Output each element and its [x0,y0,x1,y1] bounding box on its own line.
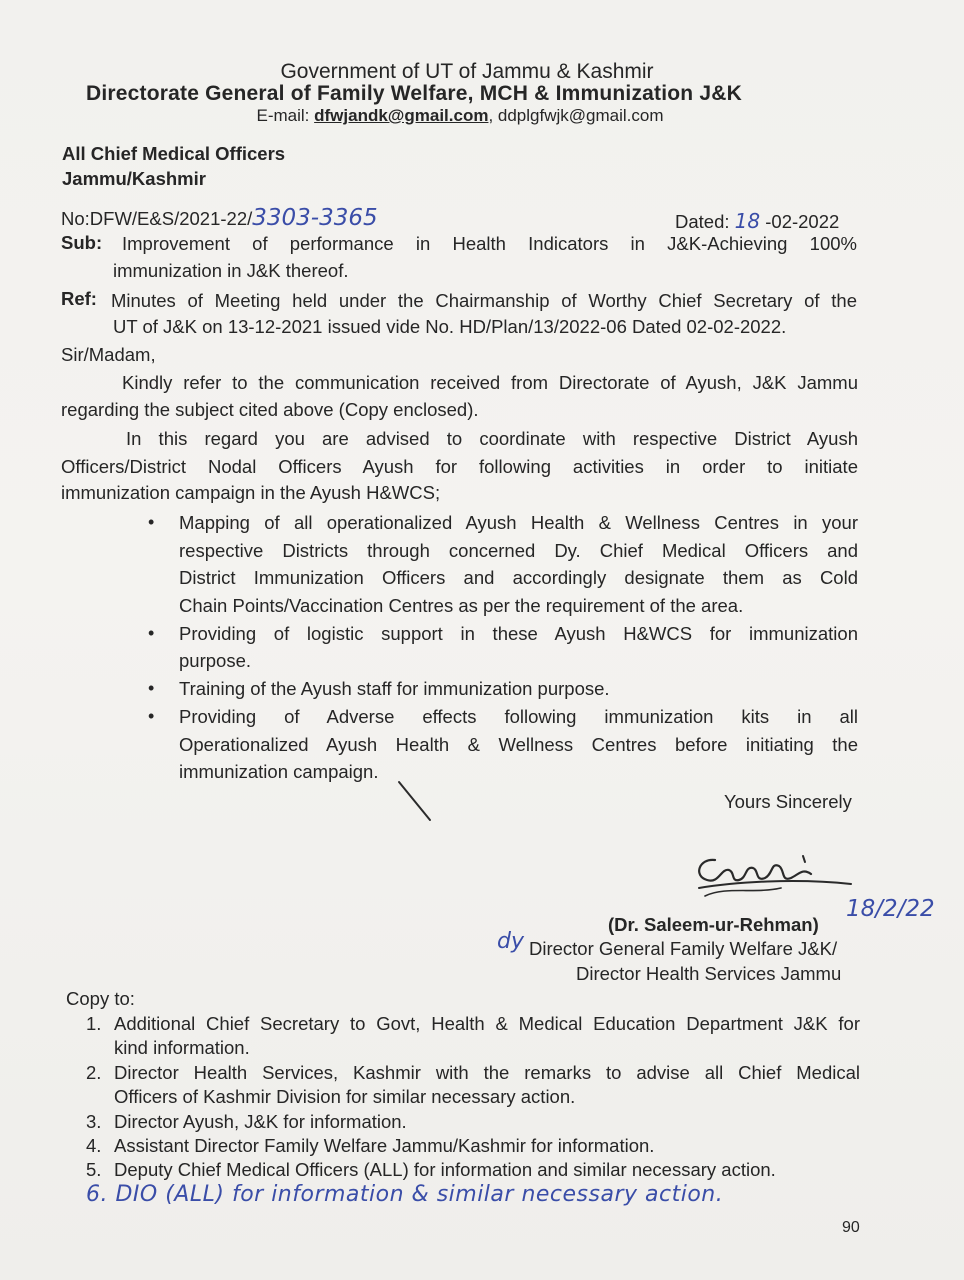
signatory-name: (Dr. Saleem-ur-Rehman) [608,914,819,935]
dated-label: Dated: [675,211,735,232]
subject-label: Sub: [61,232,103,253]
subject-line-1: Improvement of performance in Health Indicators in J&K-Achieving 100% [122,233,857,254]
bullet-dot: • [148,678,155,698]
recipient-line-1: All Chief Medical Officers [62,143,286,164]
copy-item-number: 2. [86,1062,102,1083]
signature-image [685,848,865,908]
recipient-line-2: Jammu/Kashmir [62,168,206,189]
copy-item-2-line-1: Director Health Services, Kashmir with the remarks to advise all Chief Medical [114,1062,860,1083]
government-heading: Government of UT of Jammu & Kashmir [280,60,654,83]
paragraph-2-line-2: Officers/District Nodal Officers Ayush for following activities in order to initiate [61,456,858,477]
email-line [0,106,920,126]
paragraph-2-line-3: immunization campaign in the Ayush H&WCS; [61,482,441,503]
copy-item-2-line-2: Officers of Kashmir Division for similar necessary action. [114,1086,576,1107]
copy-item-6-handwritten: 6. DIO (ALL) for information & similar necessary action. [86,1182,724,1207]
page-number: 90 [842,1219,860,1236]
salutation: Sir/Madam, [61,344,156,365]
dated-printed: -02-2022 [760,211,840,232]
bullet-4-line-1: Providing of Adverse effects following immunization kits in all [179,706,858,727]
copy-item-number: 3. [86,1111,102,1132]
copy-item-number: 5. [86,1159,102,1180]
dated-line [675,209,839,233]
copy-item-5-line-1: Deputy Chief Medical Officers (ALL) for information and similar necessary action. [114,1159,776,1180]
pen-stroke-mark [395,778,440,826]
copy-item-number: 1. [86,1013,102,1034]
signature-handwritten-date: 18/2/22 [846,896,935,922]
bullet-2-line-2: purpose. [179,650,251,671]
bullet-1-line-4: Chain Points/Vaccination Centres as per the requirement of the area. [179,595,744,616]
copy-item-number: 4. [86,1135,102,1156]
bullet-1-line-3: District Immunization Officers and accordingly designate them as Cold [179,567,858,588]
dated-handwritten-day: 18 [734,209,761,233]
ref-line-2: UT of J&K on 13-12-2021 issued vide No. HD/Plan/13/2022-06 Dated 02-02-2022. [113,316,787,337]
bullet-1-line-2: respective Districts through concerned Dy. Chief Medical Officers and [179,540,858,561]
copy-item-4-line-1: Assistant Director Family Welfare Jammu/Kashmir for information. [114,1135,655,1156]
email-secondary: , ddplgfwjk@gmail.com [488,106,664,125]
email-primary-link[interactable]: dfwjandk@gmail.com [314,106,489,125]
closing-yours-sincerely: Yours Sincerely [724,791,852,812]
paragraph-1-line-2: regarding the subject cited above (Copy enclosed). [61,399,479,420]
signature-handwritten-prefix: dy [497,929,524,954]
ref-label: Ref: [61,288,97,309]
reference-number [61,205,378,231]
copy-to-label: Copy to: [66,988,135,1009]
bullet-4-line-2: Operationalized Ayush Health & Wellness Centres before initiating the [179,734,858,755]
email-prefix: E-mail: [256,106,315,125]
ref-line-1: Minutes of Meeting held under the Chairmanship of Worthy Chief Secretary of the [111,290,857,311]
bullet-4-line-3: immunization campaign. [179,761,379,782]
bullet-dot: • [148,706,155,726]
paragraph-2-line-1: In this regard you are advised to coordinate with respective District Ayush [126,428,858,449]
copy-item-1-line-2: kind information. [114,1037,250,1058]
bullet-3-line-1: Training of the Ayush staff for immunization purpose. [179,678,610,699]
bullet-dot: • [148,512,155,532]
signatory-designation-1: Director General Family Welfare J&K/ [529,938,838,959]
reference-number-printed: No:DFW/E&S/2021-22/ [61,208,253,229]
signatory-designation-2: Director Health Services Jammu [576,963,842,984]
bullet-1-line-1: Mapping of all operationalized Ayush Health & Wellness Centres in your [179,512,858,533]
paragraph-1-line-1: Kindly refer to the communication received from Directorate of Ayush, J&K Jammu [122,372,858,393]
bullet-2-line-1: Providing of logistic support in these Ayush H&WCS for immunization [179,623,858,644]
bullet-dot: • [148,623,155,643]
subject-line-2: immunization in J&K thereof. [113,260,349,281]
reference-number-handwritten: 3303-3365 [252,205,378,231]
copy-item-3-line-1: Director Ayush, J&K for information. [114,1111,407,1132]
copy-item-1-line-1: Additional Chief Secretary to Govt, Health & Medical Education Department J&K for [114,1013,860,1034]
directorate-heading: Directorate General of Family Welfare, MCH & Immunization J&K [86,82,742,105]
